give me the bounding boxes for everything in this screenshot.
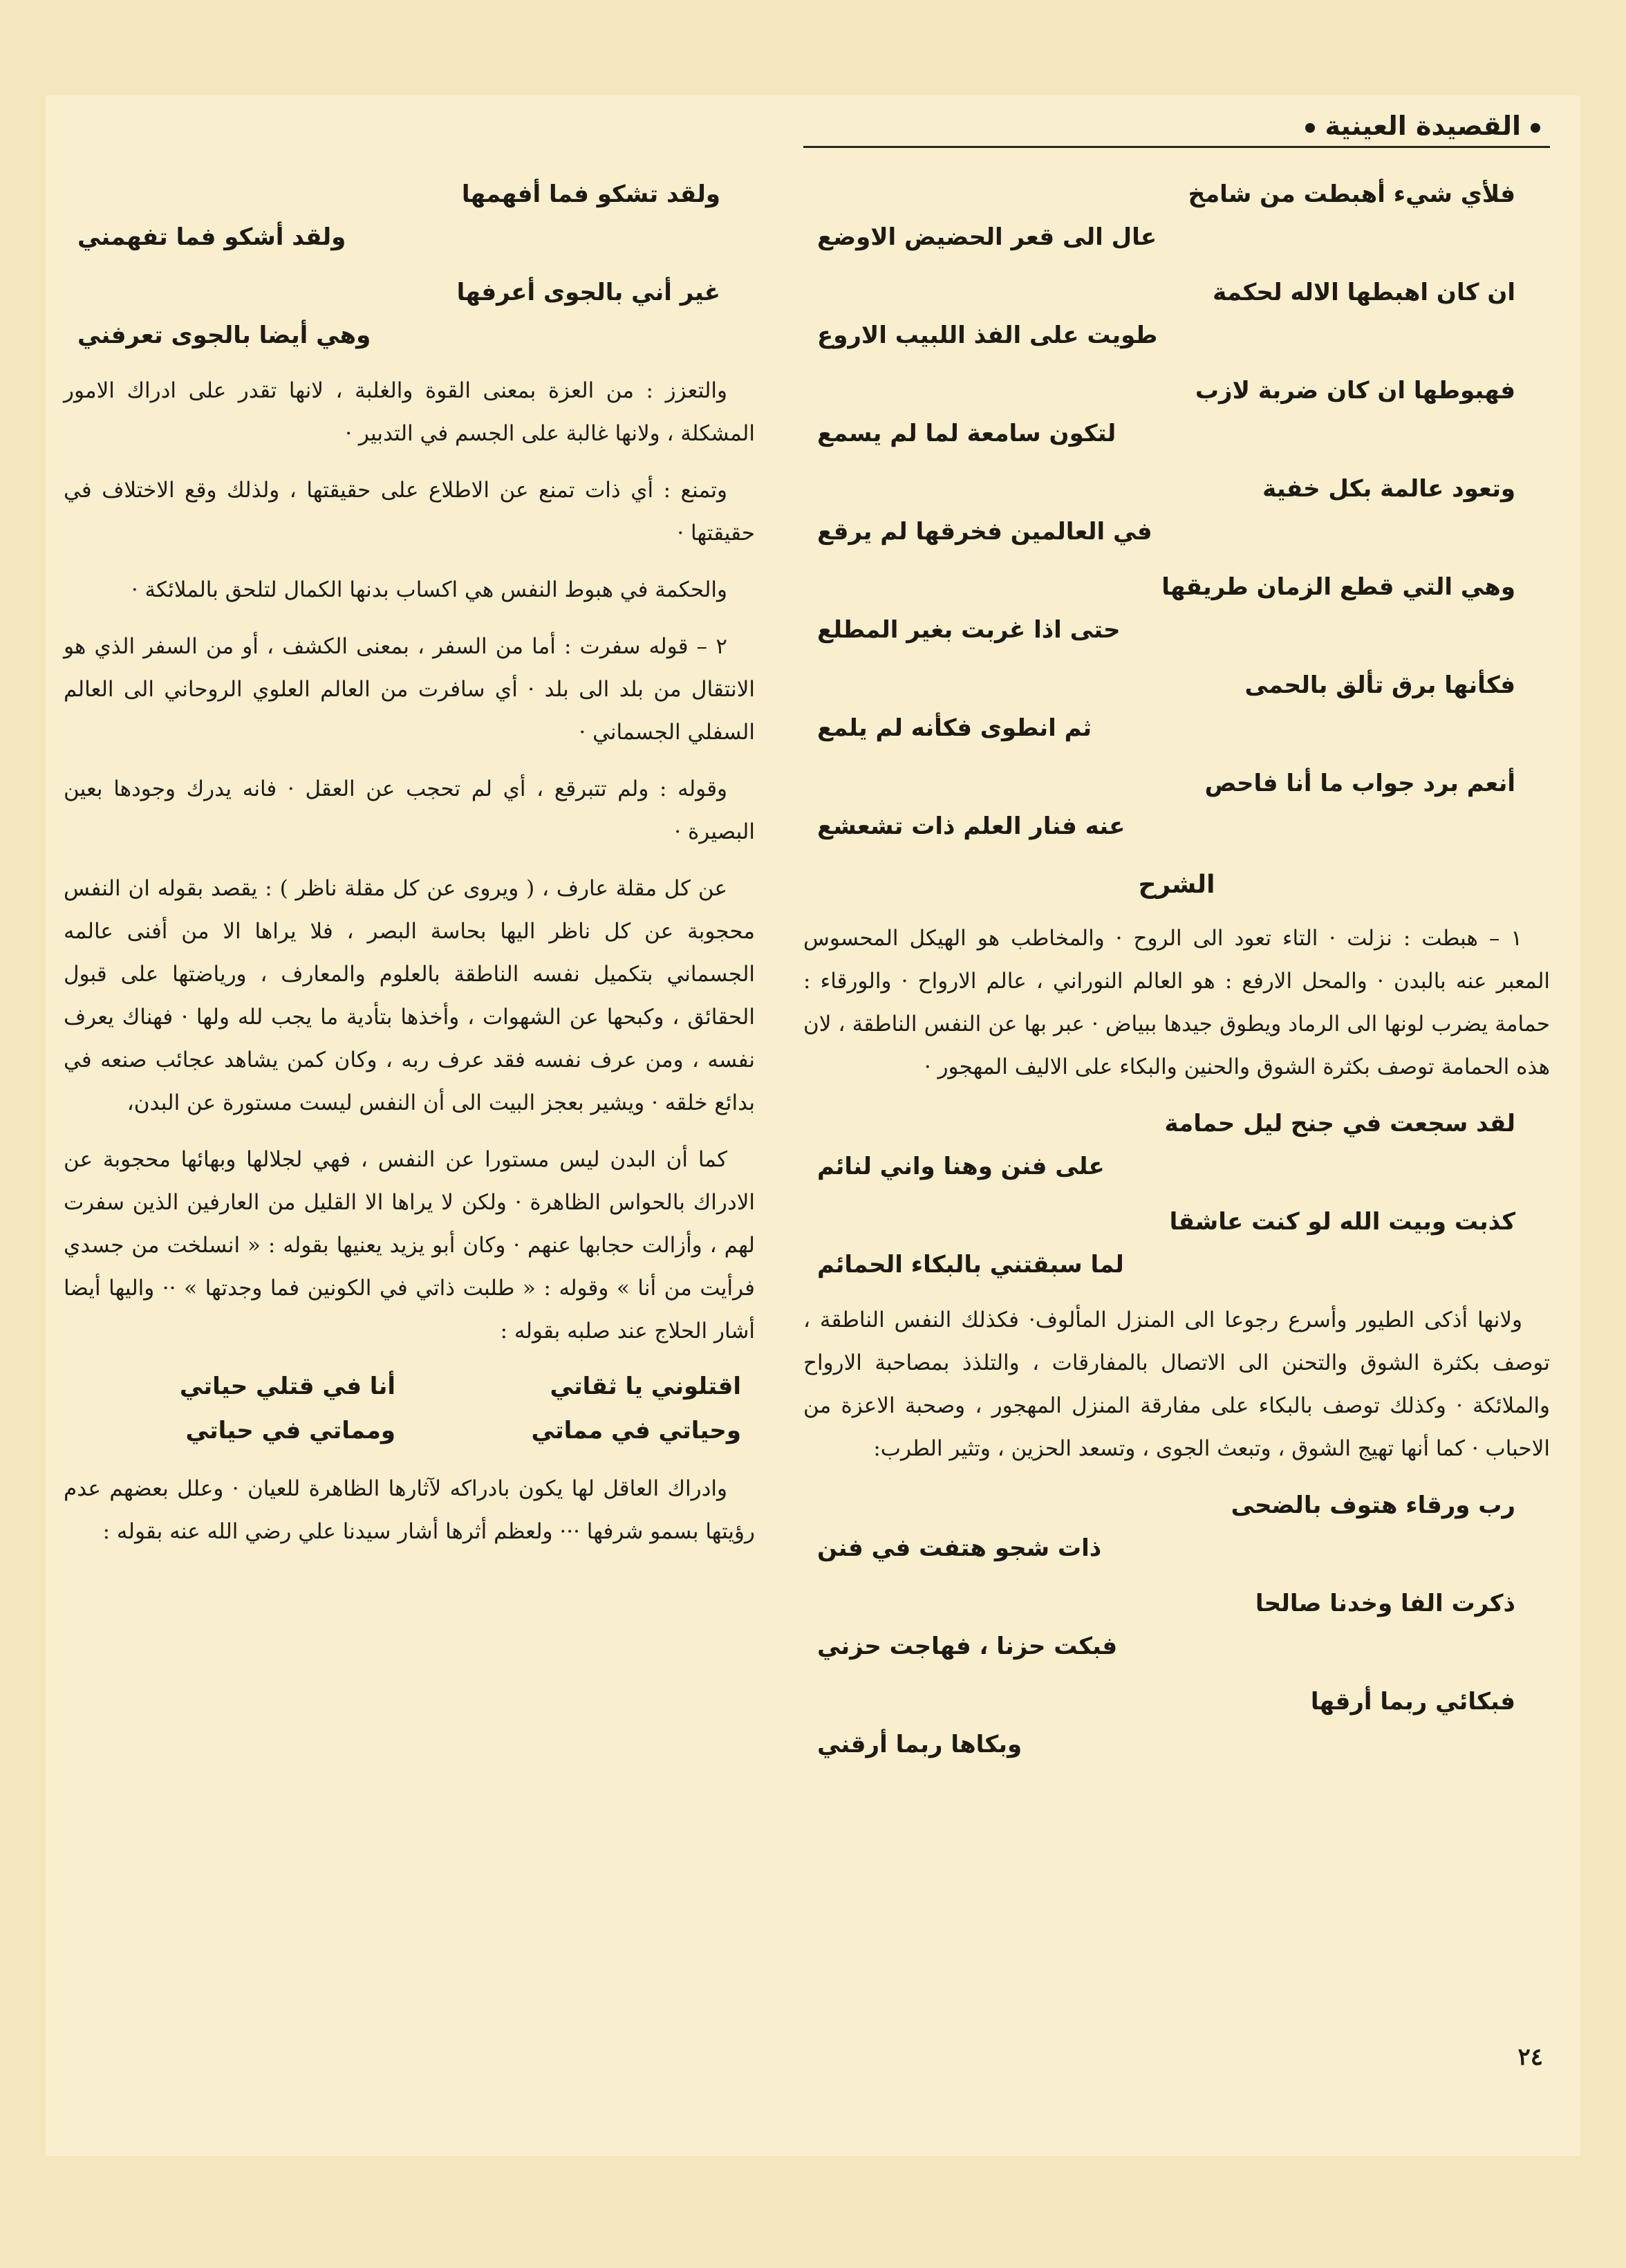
verse-line: كذبت وبيت الله لو كنت عاشقا — [1169, 1208, 1515, 1236]
hallaj-verse-row — [64, 1366, 755, 1406]
commentary-paragraph: وادراك العاقل لها يكون بادراكه لآثارها الظاهرة للعيان · وعلل بعضهم عدم رؤيتها بسمو شرفها ··· ولعظم أثرها أشار سيدنا علي رضي الله عنه بقوله : — [64, 1476, 755, 1544]
verse-line: فكأنها برق تألق بالحمى — [1244, 671, 1515, 699]
hallaj-verse-row — [64, 1411, 755, 1451]
header-rule — [803, 146, 1550, 148]
verse-line: ذات شجو هتفت في فنن — [817, 1534, 1102, 1562]
verse-line: لتكون سامعة لما لم يسمع — [817, 420, 1116, 447]
verse-hemistich: اقتلوني يا ثقاتي — [550, 1373, 741, 1400]
verse-line: أنعم برد جواب ما أنا فاحص — [1204, 770, 1515, 797]
commentary-paragraph: ولانها أذكى الطيور وأسرع رجوعا الى المنزل المألوف· فكذلك النفس الناطقة ، توصف بكثرة الشوق والتحنن الى الاتصال بالمفارقات ، والتلذذ بمصاحبة الارواح والملائكة · وكذلك توصف بالبكاء على مفارقة المنزل المهجور ، وصحبة الاعزة من الاحباب · كما أنها تهيج الشوق ، وتبعث الجوى ، وتسعد الحزين ، وتثير الطرب: — [803, 1308, 1550, 1461]
commentary-paragraph: ٢ – قوله سفرت : أما من السفر ، بمعنى الكشف ، أو من السفر الذي هو الانتقال من بلد الى بلد · أي سافرت من العالم العلوي الروحاني الى العالم السفلي الجسماني · — [64, 634, 755, 745]
verse-line: وهي أيضا بالجوى تعرفني — [77, 322, 371, 349]
verse-line: غير أني بالجوى أعرفها — [456, 279, 720, 306]
verse-line: ولقد تشكو فما أفهمها — [461, 180, 720, 208]
verse-line: وهي التي قطع الزمان طريقها — [1161, 573, 1515, 601]
verse-line: وتعود عالمة بكل خفية — [1262, 475, 1515, 503]
verse-line: في العالمين فخرقها لم يرقع — [817, 518, 1152, 546]
bullet-dot-icon — [1531, 123, 1540, 133]
commentary-paragraph: عن كل مقلة عارف ، ( ويروى عن كل مقلة ناظر ) : يقصد بقوله ان النفس محجوبة عن كل ناظر اليها بحاسة البصر ، فلا يراها الا من أفنى عالمه الجسماني بتكميل نفسه الناطقة بالعلوم والمعارف ، ورياضتها على قبول الحقائق ، وكبحها عن الشهوات ، وأخذها بتأدية ما يجب لله ولها · فهناك يعرف نفسه ، ومن عرف نفسه فقد عرف ربه ، وكان كمن يشاهد عجائب صنعه في بدائع خلقه · ويشير بعجز البيت الى أن النفس ليست مستورة عن البدن، — [64, 876, 756, 1115]
commentary-paragraph: كما أن البدن ليس مستورا عن النفس ، فهي لجلالها وبهائها محجوبة عن الادراك بالحواس الظاهرة · ولكن لا يراها الا القليل من العارفين الذين سفرت لهم ، وأزالت حجابها عنهم · وكان أبو يزيد يعنيها بقوله : « انسلخت من جسدي فرأيت من أنا » وقوله : « طلبت ذاتي في الكونين فما وجدتها » ·· واليها أيضا أشار الحلاج عند صلبه بقوله : — [64, 1147, 755, 1344]
verse-hemistich: وحياتي في مماتي — [531, 1417, 741, 1444]
verse-line: فهبوطها ان كان ضربة لازب — [1195, 377, 1515, 405]
verse-line: فبكت حزنا ، فهاجت حزني — [817, 1633, 1118, 1660]
commentary-paragraph: والحكمة في هبوط النفس هي اكساب بدنها الكمال لتلحق بالملائكة · — [131, 577, 727, 602]
commentary-paragraph: وتمنع : أي ذات تمنع عن الاطلاع على حقيقتها ، ولذلك وقع الاختلاف في حقيقتها · — [64, 478, 755, 546]
verse-line: لما سبقتني بالبكاء الحمائم — [817, 1251, 1124, 1279]
header-title: القصيدة العينية — [1325, 111, 1521, 141]
commentary-paragraph: والتعزز : من العزة بمعنى القوة والغلبة ، لانها تقدر على ادراك الامور المشكلة ، ولانها غالبة على الجسم في التدبير · — [64, 378, 755, 446]
verse-line: وبكاها ربما أرقني — [817, 1731, 1022, 1758]
verse-line: عال الى قعر الحضيض الاوضع — [817, 223, 1157, 251]
bullet-dot-icon — [1305, 123, 1315, 133]
page-number: ٢٤ — [1517, 2043, 1543, 2071]
verse-hemistich: أنا في قتلي حياتي — [179, 1373, 395, 1400]
verse-line: فلأي شيء أهبطت من شامخ — [1188, 180, 1515, 208]
verse-line: ان كان اهبطها الاله لحكمة — [1213, 279, 1515, 306]
running-header — [803, 104, 1550, 148]
verse-line: طويت على الفذ اللبيب الاروع — [817, 322, 1158, 349]
verse-line: على فنن وهنا واني لنائم — [817, 1153, 1105, 1180]
verse-line: ولقد أشكو فما تفهمني — [77, 223, 346, 251]
left-column — [64, 173, 755, 1567]
verse-hemistich: ومماتي في حياتي — [185, 1417, 395, 1444]
verse-line: لقد سجعت في جنح ليل حمامة — [1164, 1110, 1515, 1137]
verse-line: فبكائي ربما أرقها — [1310, 1688, 1515, 1716]
header-title-line — [803, 104, 1550, 148]
verse-line: حتى اذا غربت بغير المطلع — [817, 616, 1121, 644]
verse-line: عنه فنار العلم ذات تشعشع — [817, 812, 1125, 840]
commentary-paragraph: ١ – هبطت : نزلت · التاء تعود الى الروح · والمخاطب هو الهيكل المحسوس المعبر عنه بالبدن · والمحل الارفع : هو العالم النوراني ، عالم الارواح · والورقاء : حمامة يضرب لونها الى الرماد ويطوق جيدها ببياض · عبر بها عن النفس الناطقة ، لان هذه الحمامة توصف بكثرة الشوق والحنين والبكاء على الاليف المهجور · — [803, 926, 1550, 1079]
verse-line: ثم انطوى فكأنه لم يلمع — [817, 714, 1092, 742]
verse-line: رب ورقاء هتوف بالضحى — [1231, 1491, 1515, 1519]
sharh-heading: الشرح — [1138, 871, 1215, 899]
verse-line: ذكرت الفا وخدنا صالحا — [1255, 1590, 1515, 1617]
commentary-paragraph: وقوله : ولم تتبرقع ، أي لم تحجب عن العقل · فانه يدرك وجودها بعين البصيرة · — [64, 777, 755, 844]
right-column — [803, 173, 1550, 1778]
